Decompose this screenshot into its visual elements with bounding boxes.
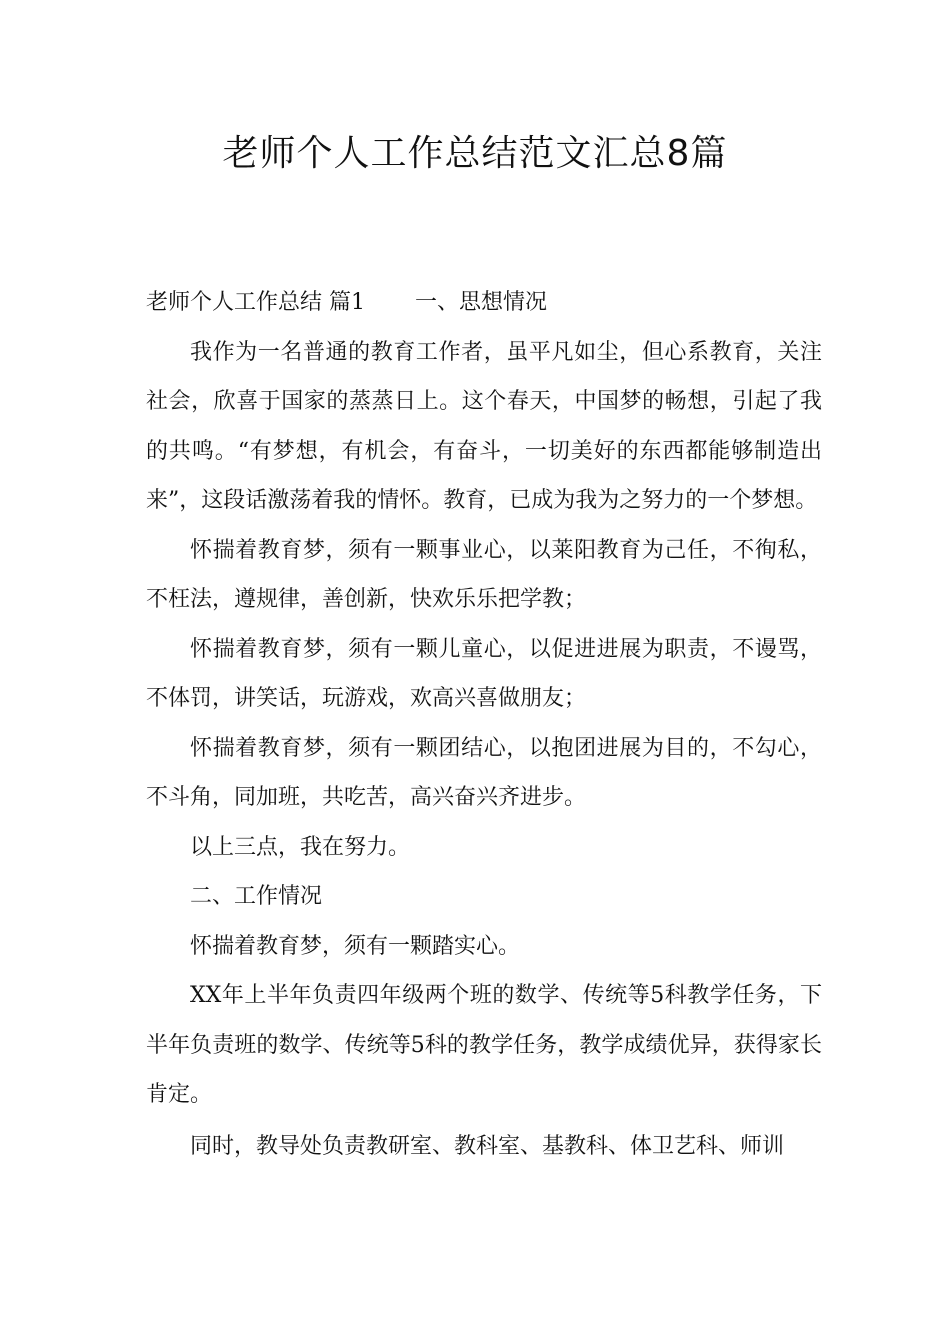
section-label: 老师个人工作总结 篇1: [146, 290, 365, 315]
paragraph: 同时，教导处负责教研室、教科室、基教科、体卫艺科、师训: [190, 1133, 785, 1159]
paragraph: XX年上半年负责四年级两个班的数学、传统等5科教学任务，下半年负责班的数学、传统等5科的教学任务，教学成绩优异，获得家长肯定。: [146, 983, 822, 1107]
section-heading: 一、思想情况: [415, 290, 548, 315]
subheading: 二、工作情况: [190, 884, 323, 909]
paragraph: 怀揣着教育梦，须有一颗儿童心，以促进进展为职责，不谩骂，不体罚，讲笑话，玩游戏，欢高兴喜做朋友；: [146, 636, 822, 711]
paragraph: 以上三点，我在努力。: [190, 834, 411, 860]
paragraph: 怀揣着教育梦，须有一颗团结心，以抱团进展为目的，不勾心，不斗角，同加班，共吃苦，高兴奋兴齐进步。: [146, 735, 822, 810]
document-title: 老师个人工作总结范文汇总8篇: [222, 133, 728, 174]
paragraph: 我作为一名普通的教育工作者，虽平凡如尘，但心系教育，关注社会，欣喜于国家的蒸蒸日上。这个春天，中国梦的畅想，引起了我的共鸣。“有梦想，有机会，有奋斗，一切美好的东西都能够制造出来”，这段话激荡着我的情怀。教育，已成为我为之努力的一个梦想。: [146, 339, 822, 513]
document-body: [146, 278, 822, 1171]
section-heading-line: [146, 278, 822, 328]
paragraph: 怀揣着教育梦，须有一颗事业心，以莱阳教育为己任，不徇私，不枉法，遵规律，善创新，快欢乐乐把学教；: [146, 537, 822, 612]
paragraph: 怀揣着教育梦，须有一颗踏实心。: [190, 933, 521, 959]
